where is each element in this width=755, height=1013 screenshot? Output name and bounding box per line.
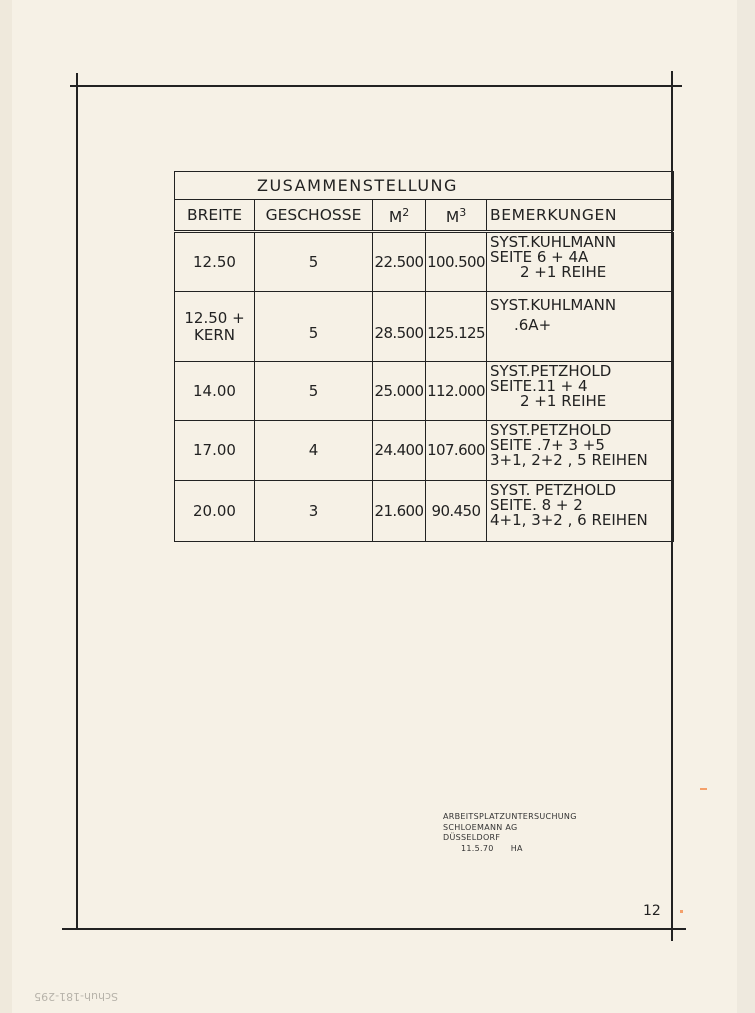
cell-geschosse: 5	[255, 362, 373, 421]
table-row	[175, 232, 674, 292]
cell-breite	[175, 292, 255, 362]
cell-m2: 22.500	[373, 232, 426, 292]
table-row	[175, 362, 674, 421]
table-header-row	[175, 200, 674, 232]
stamp-line: SCHLOEMANN AG	[443, 822, 518, 832]
archive-mark: Schuh-181-295	[34, 990, 118, 1003]
breite-line: KERN	[194, 325, 235, 344]
remark-line: 2 +1 REIHE	[520, 392, 607, 410]
table-row	[175, 481, 674, 542]
cell-geschosse: 5	[255, 292, 373, 362]
header-breite: BREITE	[175, 200, 255, 232]
cell-geschosse: 3	[255, 481, 373, 542]
remark-line: SEITE .7+ 3 +5	[490, 436, 605, 454]
stamp-line: ARBEITSPLATZUNTERSUCHUNG	[443, 812, 577, 821]
remark-line: SYST.KUHLMANN	[490, 233, 617, 251]
cell-m2: 24.400	[373, 421, 426, 481]
title-stamp	[443, 812, 577, 854]
remark-line: 3+1, 2+2 , 5 REIHEN	[490, 451, 648, 469]
paper-edge-right	[737, 0, 755, 1013]
remark-line: SEITE 6 + 4A	[490, 248, 589, 266]
stamp-date-line	[443, 844, 577, 855]
summary-table	[174, 171, 674, 542]
orange-mark	[680, 910, 683, 913]
cell-breite: 14.00	[175, 362, 255, 421]
page-number: 12	[643, 903, 661, 919]
frame-bottom	[62, 928, 686, 930]
cell-m3: 107.600	[426, 421, 487, 481]
cell-bemerkungen	[487, 232, 674, 292]
cell-geschosse: 5	[255, 232, 373, 292]
stamp-date: 11.5.70	[461, 843, 494, 853]
cell-breite: 20.00	[175, 481, 255, 542]
remark-line: 2 +1 REIHE	[520, 263, 607, 281]
remark-line: 4+1, 3+2 , 6 REIHEN	[490, 511, 648, 529]
cell-breite: 12.50	[175, 232, 255, 292]
cell-m3: 112.000	[426, 362, 487, 421]
cell-m2: 25.000	[373, 362, 426, 421]
cell-geschosse: 4	[255, 421, 373, 481]
cell-bemerkungen	[487, 481, 674, 542]
m3-superscript: 3	[459, 205, 467, 219]
paper-edge-left	[0, 0, 12, 1013]
cell-m3: 100.500	[426, 232, 487, 292]
orange-mark	[700, 788, 707, 790]
remark-line: SYST.PETZHOLD	[490, 421, 612, 439]
header-bemerkungen: BEMERKUNGEN	[487, 200, 674, 232]
m2-superscript: 2	[402, 205, 410, 219]
cell-m2: 28.500	[373, 292, 426, 362]
table-row	[175, 292, 674, 362]
cell-m3: 90.450	[426, 481, 487, 542]
cell-bemerkungen	[487, 292, 674, 362]
cell-bemerkungen	[487, 362, 674, 421]
frame-left	[76, 73, 78, 930]
remark-line: SYST.PETZHOLD	[490, 362, 612, 380]
cell-bemerkungen	[487, 421, 674, 481]
frame-top	[70, 85, 682, 87]
stamp-line: DÜSSELDORF	[443, 833, 501, 842]
remark-line: SEITE.11 + 4	[490, 377, 588, 395]
remark-line: .6A+	[514, 316, 552, 334]
cell-m3: 125.125	[426, 292, 487, 362]
stamp-initials: HA	[510, 843, 523, 853]
table-row	[175, 421, 674, 481]
header-m3: $M^3$	[426, 200, 487, 232]
cell-m2: 21.600	[373, 481, 426, 542]
remark-line: SYST.KUHLMANN	[490, 296, 617, 314]
breite-line: 12.50 +	[184, 308, 245, 327]
remark-line: SEITE. 8 + 2	[490, 496, 583, 514]
header-m2: $M^2$	[373, 200, 426, 232]
remark-line: SYST. PETZHOLD	[490, 481, 617, 499]
header-geschosse: GESCHOSSE	[255, 200, 373, 232]
table-title: ZUSAMMENSTELLUNG	[175, 172, 674, 200]
cell-breite: 17.00	[175, 421, 255, 481]
